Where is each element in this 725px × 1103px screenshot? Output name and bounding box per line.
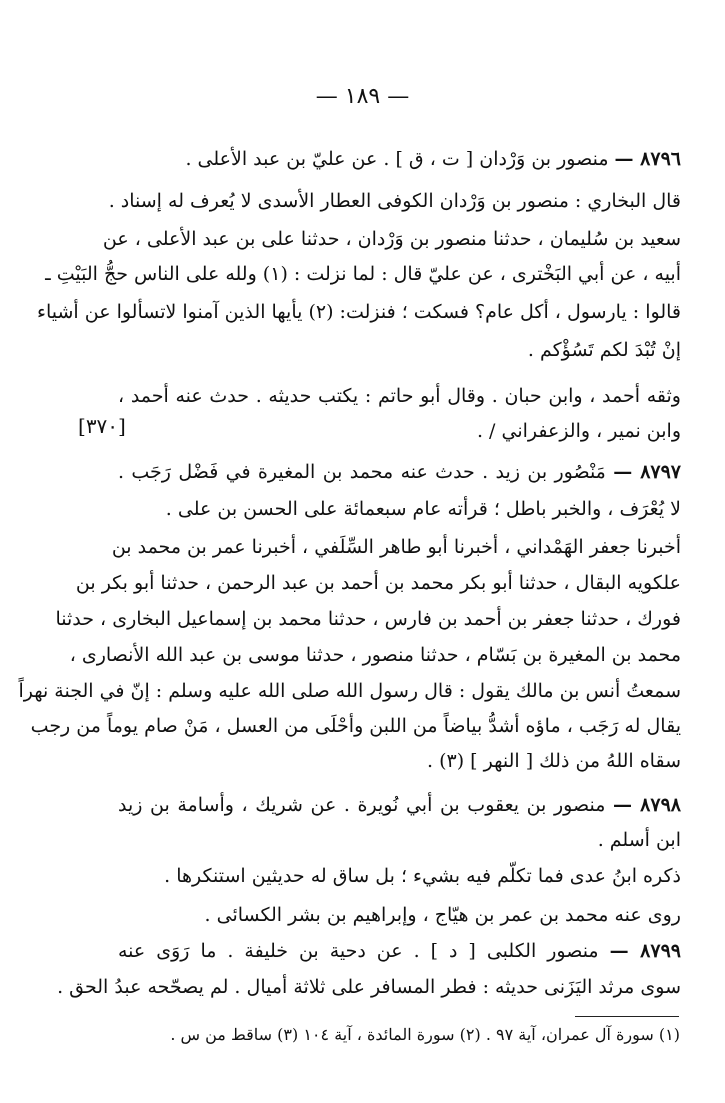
line-text: وابن نمير ، والزعفراني / . <box>476 420 681 442</box>
text-line <box>118 744 681 778</box>
entry-line <box>118 455 681 489</box>
line-text: أبيه ، عن أبي البَخْترى ، عن عليّ قال : لما نزلت : (١) ولله على الناس حجُّ البَيْتِ ـ <box>45 263 681 285</box>
entry-line <box>118 934 681 968</box>
text-line <box>75 566 681 600</box>
line-text: سعيد بن سُليمان ، حدثنا منصور بن وَرْدان ، حدثنا على بن عبد الأعلى ، عن <box>102 228 681 250</box>
page-number: — ١٨٩ — <box>315 84 410 109</box>
line-text: سقاه اللهُ من ذلك [ النهر ] (٣) . <box>427 750 681 772</box>
text-line <box>118 859 681 893</box>
text-line <box>69 638 681 672</box>
entry-line <box>118 142 681 176</box>
text-line <box>118 379 681 413</box>
text-line <box>111 530 681 564</box>
line-text: وثقه أحمد ، وابن حبان . وقال أبو حاتم : يكتب حديثه . حدث عنه أحمد ، <box>118 385 681 407</box>
line-text: علكويه البقال ، حدثنا أبو بكر محمد بن أحمد بن عبد الرحمن ، حدثنا أبو بكر بن <box>75 572 681 594</box>
footnote-divider <box>575 1016 679 1017</box>
entry-line <box>118 788 681 822</box>
entry-number: ٨٧٩٨ — <box>612 794 681 816</box>
footnotes: (١) سورة آل عمران، آية ٩٧ . (٢) سورة المائدة ، آية ١٠٤ (٣) ساقط من س . <box>170 1025 680 1044</box>
margin-page-reference: [٣٧٠] <box>78 414 126 438</box>
line-text: أخبرنا جعفر الهَمْداني ، أخبرنا أبو طاهر السِّلَفي ، أخبرنا عمر بن محمد بن <box>111 536 681 558</box>
entry-number: ٨٧٩٧ — <box>613 461 682 483</box>
entry-number: ٨٧٩٦ — <box>614 148 681 170</box>
line-text: إنْ تُبْدَ لكم تَسُؤْكم . <box>527 339 681 361</box>
line-text: لا يُعْرَف ، والخبر باطل ؛ قرأته عام سبعمائة على الحسن بن على . <box>165 498 681 520</box>
text-line <box>30 709 681 743</box>
line-text: سمعتُ أنس بن مالك يقول : قال رسول الله صلى الله عليه وسلم : إنّ في الجنة نهراً <box>18 680 681 702</box>
line-text: روى عنه محمد بن عمر بن هيّاج ، وإبراهيم بن بشر الكسائى . <box>204 904 681 926</box>
text-line <box>118 898 681 932</box>
text-line <box>108 184 681 218</box>
line-text: منصور الكلبى [ د ] . عن دحية بن خليفة . ما رَوَى عنه <box>118 940 599 962</box>
line-text: فورك ، حدثنا جعفر بن أحمد بن فارس ، حدثنا محمد بن إسماعيل البخارى ، حدثنا <box>55 608 681 630</box>
text-line <box>118 333 681 367</box>
entry-number: ٨٧٩٩ — <box>609 940 681 962</box>
line-text: منصور بن يعقوب بن أبي نُويرة . عن شريك ، وأسامة بن زيد <box>118 794 606 816</box>
text-line <box>118 823 681 857</box>
text-line <box>118 414 681 448</box>
line-text: قال البخاري : منصور بن وَرْدان الكوفى العطار الأسدى لا يُعرف له إسناد . <box>108 190 681 212</box>
line-text: يقال له رَجَب ، ماؤه أشدُّ بياضاً من اللبن وأحْلَى من العسل ، مَنْ صام يوماً من رجب <box>30 715 681 737</box>
line-text: ذكره ابنُ عدى فما تكلّم فيه بشيء ؛ بل ساق له حديثين استنكرها . <box>164 865 681 887</box>
line-text: مَنْصُور بن زيد . حدث عنه محمد بن المغيرة في فَضْل رَجَب . <box>118 461 606 483</box>
text-line <box>118 492 681 526</box>
text-line <box>37 295 681 329</box>
line-text: منصور بن وَرْدان [ ت ، ق ] . عن عليّ بن عبد الأعلى . <box>185 148 609 170</box>
text-line <box>57 970 681 1004</box>
text-line <box>45 257 681 291</box>
text-line <box>18 674 681 708</box>
line-text: ابن أسلم . <box>597 829 681 851</box>
text-line <box>55 602 681 636</box>
text-line <box>102 222 681 256</box>
line-text: محمد بن المغيرة بن بَسّام ، حدثنا منصور ، حدثنا موسى بن عبد الله الأنصارى ، <box>69 644 681 666</box>
line-text: قالوا : يارسول ، أكل عام؟ فسكت ؛ فنزلت: (٢) يأيها الذين آمنوا لاتسألوا عن أشياء <box>37 301 681 323</box>
line-text: سوى مرثد اليَزَنى حديثه : فطر المسافر على ثلاثة أميال . لم يصحّحه عبدُ الحق . <box>57 976 681 998</box>
